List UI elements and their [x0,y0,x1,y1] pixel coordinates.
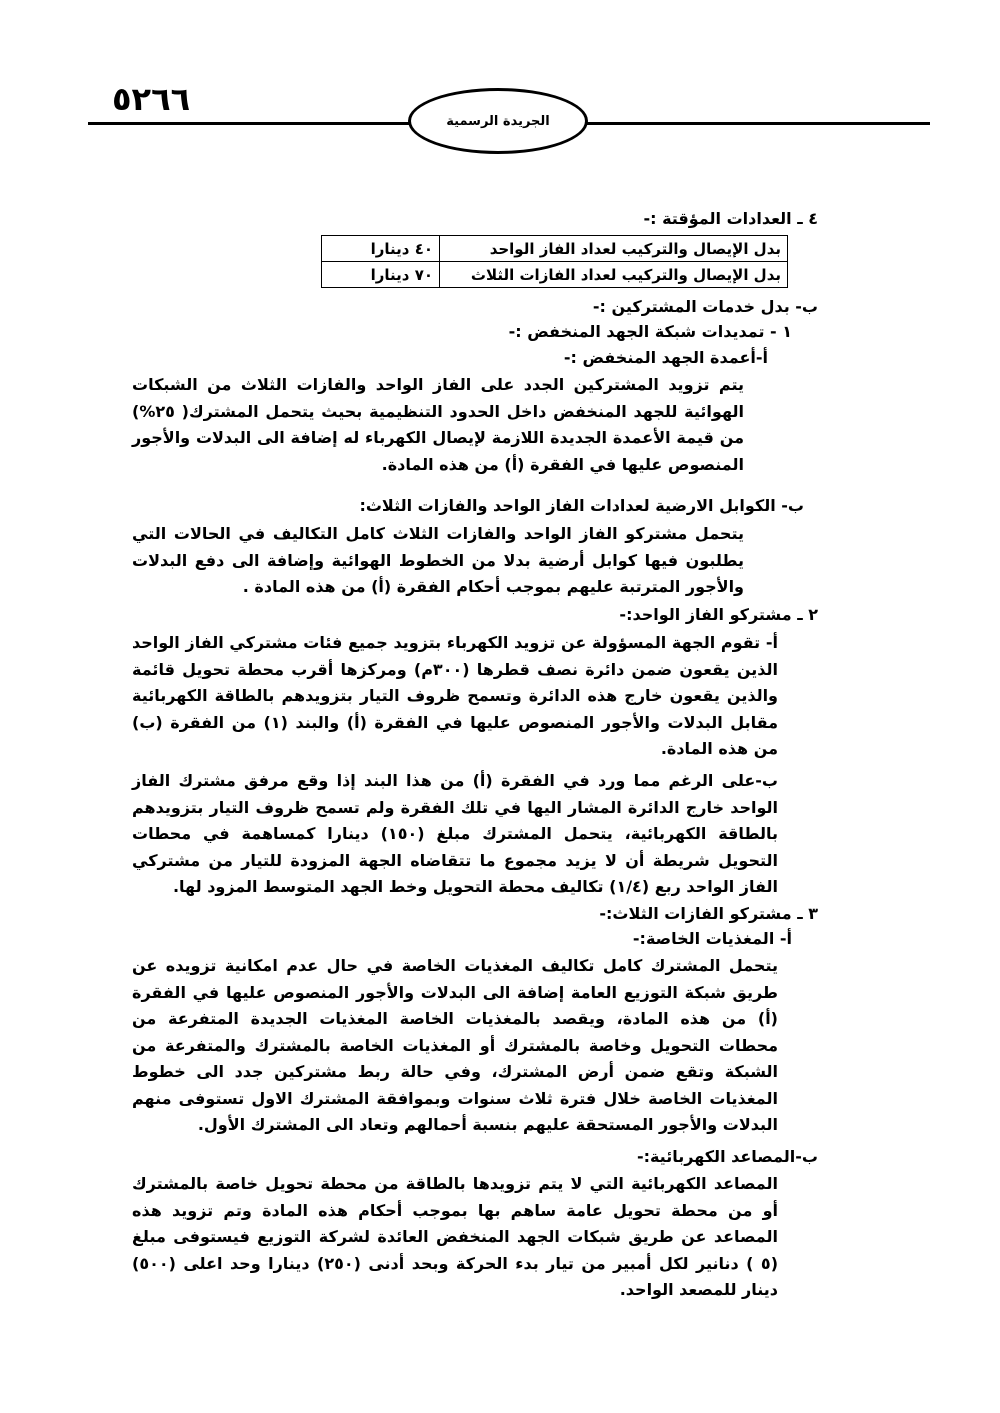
item3-heading: ٣ ـ مشتركو الفازات الثلاث:- [599,904,818,923]
item3b-paragraph: المصاعد الكهربائية التي لا يتم تزويدها بالطاقة من محطة تحويل خاصة بالمشترك أو من محطة تحويل عامة ساهم بها بموجب أحكام هذه المادة وتم تزويد هذه المصاعد عن طريق شبكات الجهد المنخفض العائدة لشركة التوزيع فيستوفى مبلغ (٥ ) دنانير لكل أمبير من تيار بدء الحركة وبحد أدنى (٢٥٠) دينارا وحد اعلى (٥٠٠) دينار للمصعد الواحد. [132,1174,778,1299]
item3a-heading: أ- المغذيات الخاصة:- [632,929,792,948]
item2b-paragraph: ب-على الرغم مما ورد في الفقرة (أ) من هذا البند إذا وقع مرفق مشترك الفاز الواحد خارج الدائرة المشار اليها في تلك الفقرة ولم تسمح ظروف التيار بتزويدهم بالطاقة الكهربائية، يتحمل المشترك مبلغ (١٥٠) دينارا كمساهمة في محطات التحويل شريطة أن لا يزيد مجموع ما تتقاضاه الجهة المزودة للتيار من مشتركي الفاز الواحد ربع (١/٤) تكاليف محطة التحويل وخط الجهد المتوسط المزود لها. [132,771,779,896]
item1a-heading: أ-أعمدة الجهد المنخفض :- [563,348,768,367]
temp-meters-table [321,235,788,288]
item3a-paragraph: يتحمل المشترك كامل تكاليف المغذيات الخاصة في حال عدم امكانية تزويده عن طريق شبكة التوزيع العامة إضافة الى البدلات والأجور المنصوص عليها في الفقرة (أ) من هذه المادة، ويقصد بالمغذيات الخاصة المغذيات الجديدة المتفرعة من محطات التحويل وخاصة بالمشترك أو المغذيات الخاصة بالمشترك والمتفرعة من الشبكة وتقع ضمن أرض المشترك، وفي حالة ربط مشتركين جدد الى خطوط المغذيات الخاصة خلال فترة ثلاث سنوات وبموافقة المشترك الاول تستوفى منهم البدلات والأجور المستحقة عليهم بنسبة أحمالهم وتعاد الى المشترك الأول. [132,956,778,1134]
page-number: ٥٢٦٦ [112,80,191,118]
item1a-paragraph: يتم تزويد المشتركين الجدد على الفاز الواحد والفازات الثلاث من الشبكات الهوائية للجهد المنخفض داخل الحدود التنظيمية بحيث يتحمل المشترك( ٢٥%) من قيمة الأعمدة الجديدة اللازمة لإيصال الكهرباء له إضافة الى البدلات والأجور المنصوص عليها في الفقرة (أ) من هذه المادة. [132,375,744,474]
item2-heading: ٢ ـ مشتركو الفاز الواحد:- [619,605,818,624]
item3b-heading: ب-المصاعد الكهربائية:- [636,1147,818,1166]
item2a-paragraph: أ- تقوم الجهة المسؤولة عن تزويد الكهرباء بتزويد جميع فئات مشتركي الفاز الواحد الذين يقعون ضمن دائرة نصف قطرها (٣٠٠م) ومركزها أقرب محطة تحويل قائمة والذين يقعون خارج هذه الدائرة وتسمح ظروف التيار بتزويدهم بالطاقة الكهربائية مقابل البدلات والأجور المنصوص عليها في الفقرة (أ) والبند (١) من الفقرة (ب) من هذه المادة. [132,633,779,758]
fee-amount: ٧٠ دينارا [322,262,440,288]
item1b-heading: ب- الكوابل الارضية لعدادات الفاز الواحد والفازات الثلاث: [359,496,804,515]
item1-heading: ١ - تمديدات شبكة الجهد المنخفض :- [508,322,792,341]
fee-item: بدل الإيصال والتركيب لعداد الفاز الواحد [440,236,788,262]
fee-item: بدل الإيصال والتركيب لعداد الفازات الثلاث [440,262,788,288]
gazette-title-oval [408,88,588,154]
section-b-heading: ب- بدل خدمات المشتركين :- [592,297,818,316]
table-row [322,236,788,262]
fee-amount: ٤٠ دينارا [322,236,440,262]
gazette-title: الجريدة الرسمية [446,113,550,129]
table-row [322,262,788,288]
temp-meters-heading: ٤ ـ العدادات المؤقتة :- [643,209,818,228]
item1b-paragraph: يتحمل مشتركو الفاز الواحد والفازات الثلاث كامل التكاليف في الحالات التي يطلبون فيها كوابل أرضية بدلا من الخطوط الهوائية وإضافة الى دفع البدلات والأجور المترتبة عليهم بموجب أحكام الفقرة (أ) من هذه المادة . [132,524,744,596]
